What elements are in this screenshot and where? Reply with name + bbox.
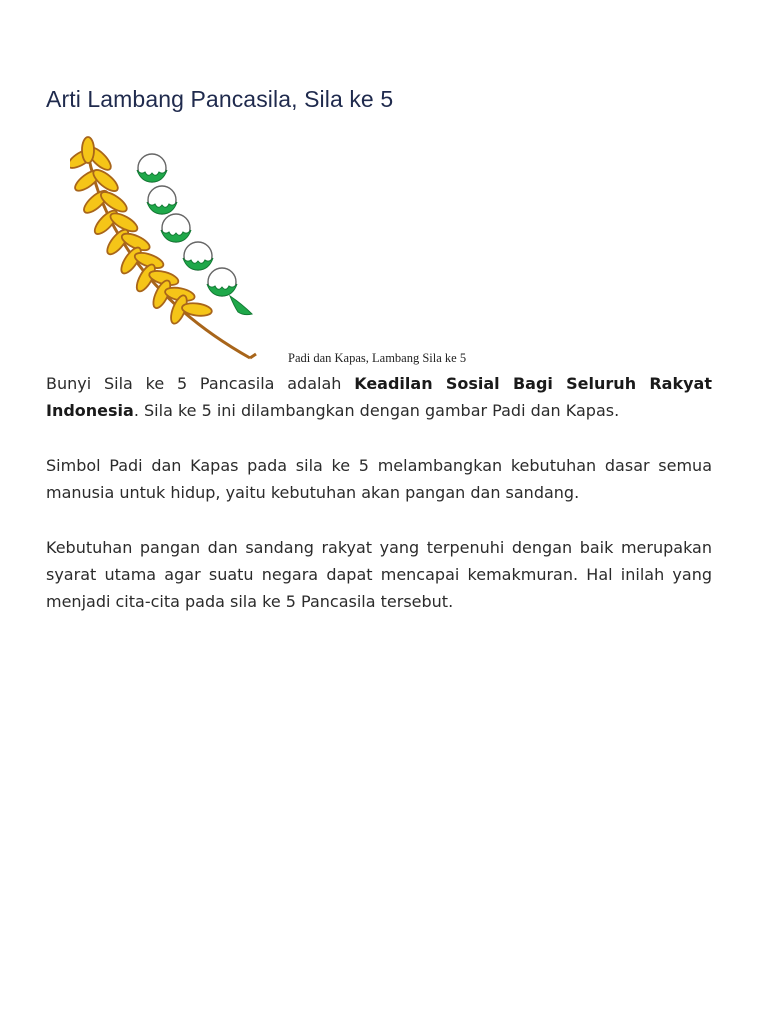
page-title: Arti Lambang Pancasila, Sila ke 5 bbox=[46, 86, 394, 112]
padi-dan-kapas-emblem bbox=[70, 136, 270, 364]
paragraph-1 bbox=[46, 370, 712, 424]
paragraph-2: Simbol Padi dan Kapas pada sila ke 5 melambangkan kebutuhan dasar semua manusia untuk hidup, yaitu kebutuhan akan pangan dan sandang. bbox=[46, 456, 712, 502]
rice-grain bbox=[82, 137, 94, 163]
paragraph-1-ending: . Sila ke 5 ini dilambangkan dengan gambar Padi dan Kapas. bbox=[133, 401, 620, 420]
paragraph-1-intro: Bunyi Sila ke 5 Pancasila adalah bbox=[46, 374, 355, 393]
cotton-chain-icon bbox=[137, 154, 252, 315]
paragraph-3: Kebutuhan pangan dan sandang rakyat yang terpenuhi dengan baik merupakan syarat utama agar suatu negara dapat mencapai kemakmuran. Hal inilah yang menjadi cita-cita pada sila ke 5 Pancasila tersebut. bbox=[46, 538, 712, 611]
cotton-leaf bbox=[230, 296, 252, 315]
paragraph-1-highlight: Keadilan Sosial Bagi Seluruh Rakyat Indonesia bbox=[46, 374, 712, 420]
figure-caption: Padi dan Kapas, Lambang Sila ke 5 bbox=[288, 351, 467, 365]
